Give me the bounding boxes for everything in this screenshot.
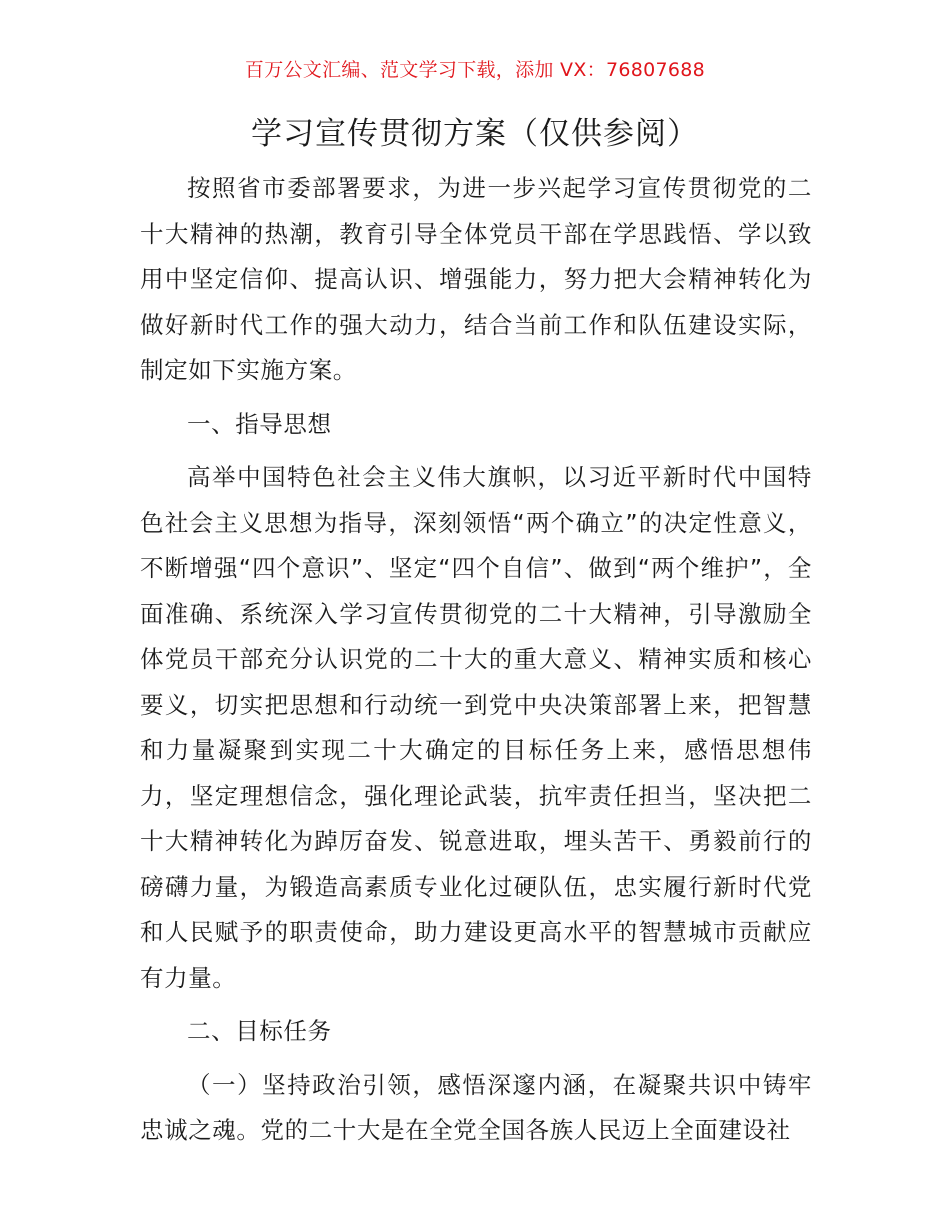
section-paragraph-guiding-thought: 高举中国特色社会主义伟大旗帜，以习近平新时代中国特色社会主义思想为指导，深刻领悟“两个确立”的决定性意义，不断增强“四个意识”、坚定“四个自信”、做到“两个维护”，全面准确、系统深入学习宣传贯彻党的二十大精神，引导激励全体党员干部充分认识党的二十大的重大意义、精神实质和核心要义，切实把思想和行动统一到党中央决策部署上来，把智慧和力量凝聚到实现二十大确定的目标任务上来，感悟思想伟力，坚定理想信念，强化理论武装，抗牢责任担当，坚决把二十大精神转化为踔厉奋发、锐意进取，埋头苦干、勇毅前行的磅礴力量，为锻造高素质专业化过硬队伍，忠实履行新时代党和人民赋予的职责使命，助力建设更高水平的智慧城市贡献应有力量。: [140, 463, 812, 992]
intro-paragraph: 按照省市委部署要求，为进一步兴起学习宣传贯彻党的二十大精神的热潮，教育引导全体党员干部在学思践悟、学以致用中坚定信仰、提高认识、增强能力，努力把大会精神转化为做好新时代工作的强大动力，结合当前工作和队伍建设实际，制定如下实施方案。: [140, 174, 812, 384]
document-title: 学习宣传贯彻方案（仅供参阅）: [251, 116, 699, 152]
section-paragraph-goals-tasks: （一）坚持政治引领，感悟深邃内涵，在凝聚共识中铸牢忠诚之魂。党的二十大是在全党全国各族人民迈上全面建设社: [140, 1070, 812, 1144]
section-heading-guiding-thought: 一、指导思想: [187, 409, 332, 438]
document-body: [140, 166, 812, 1154]
header-banner: 百万公文汇编、范文学习下载，添加 VX：76807688: [244, 59, 706, 81]
section-heading-goals-tasks: 二、目标任务: [187, 1017, 332, 1045]
